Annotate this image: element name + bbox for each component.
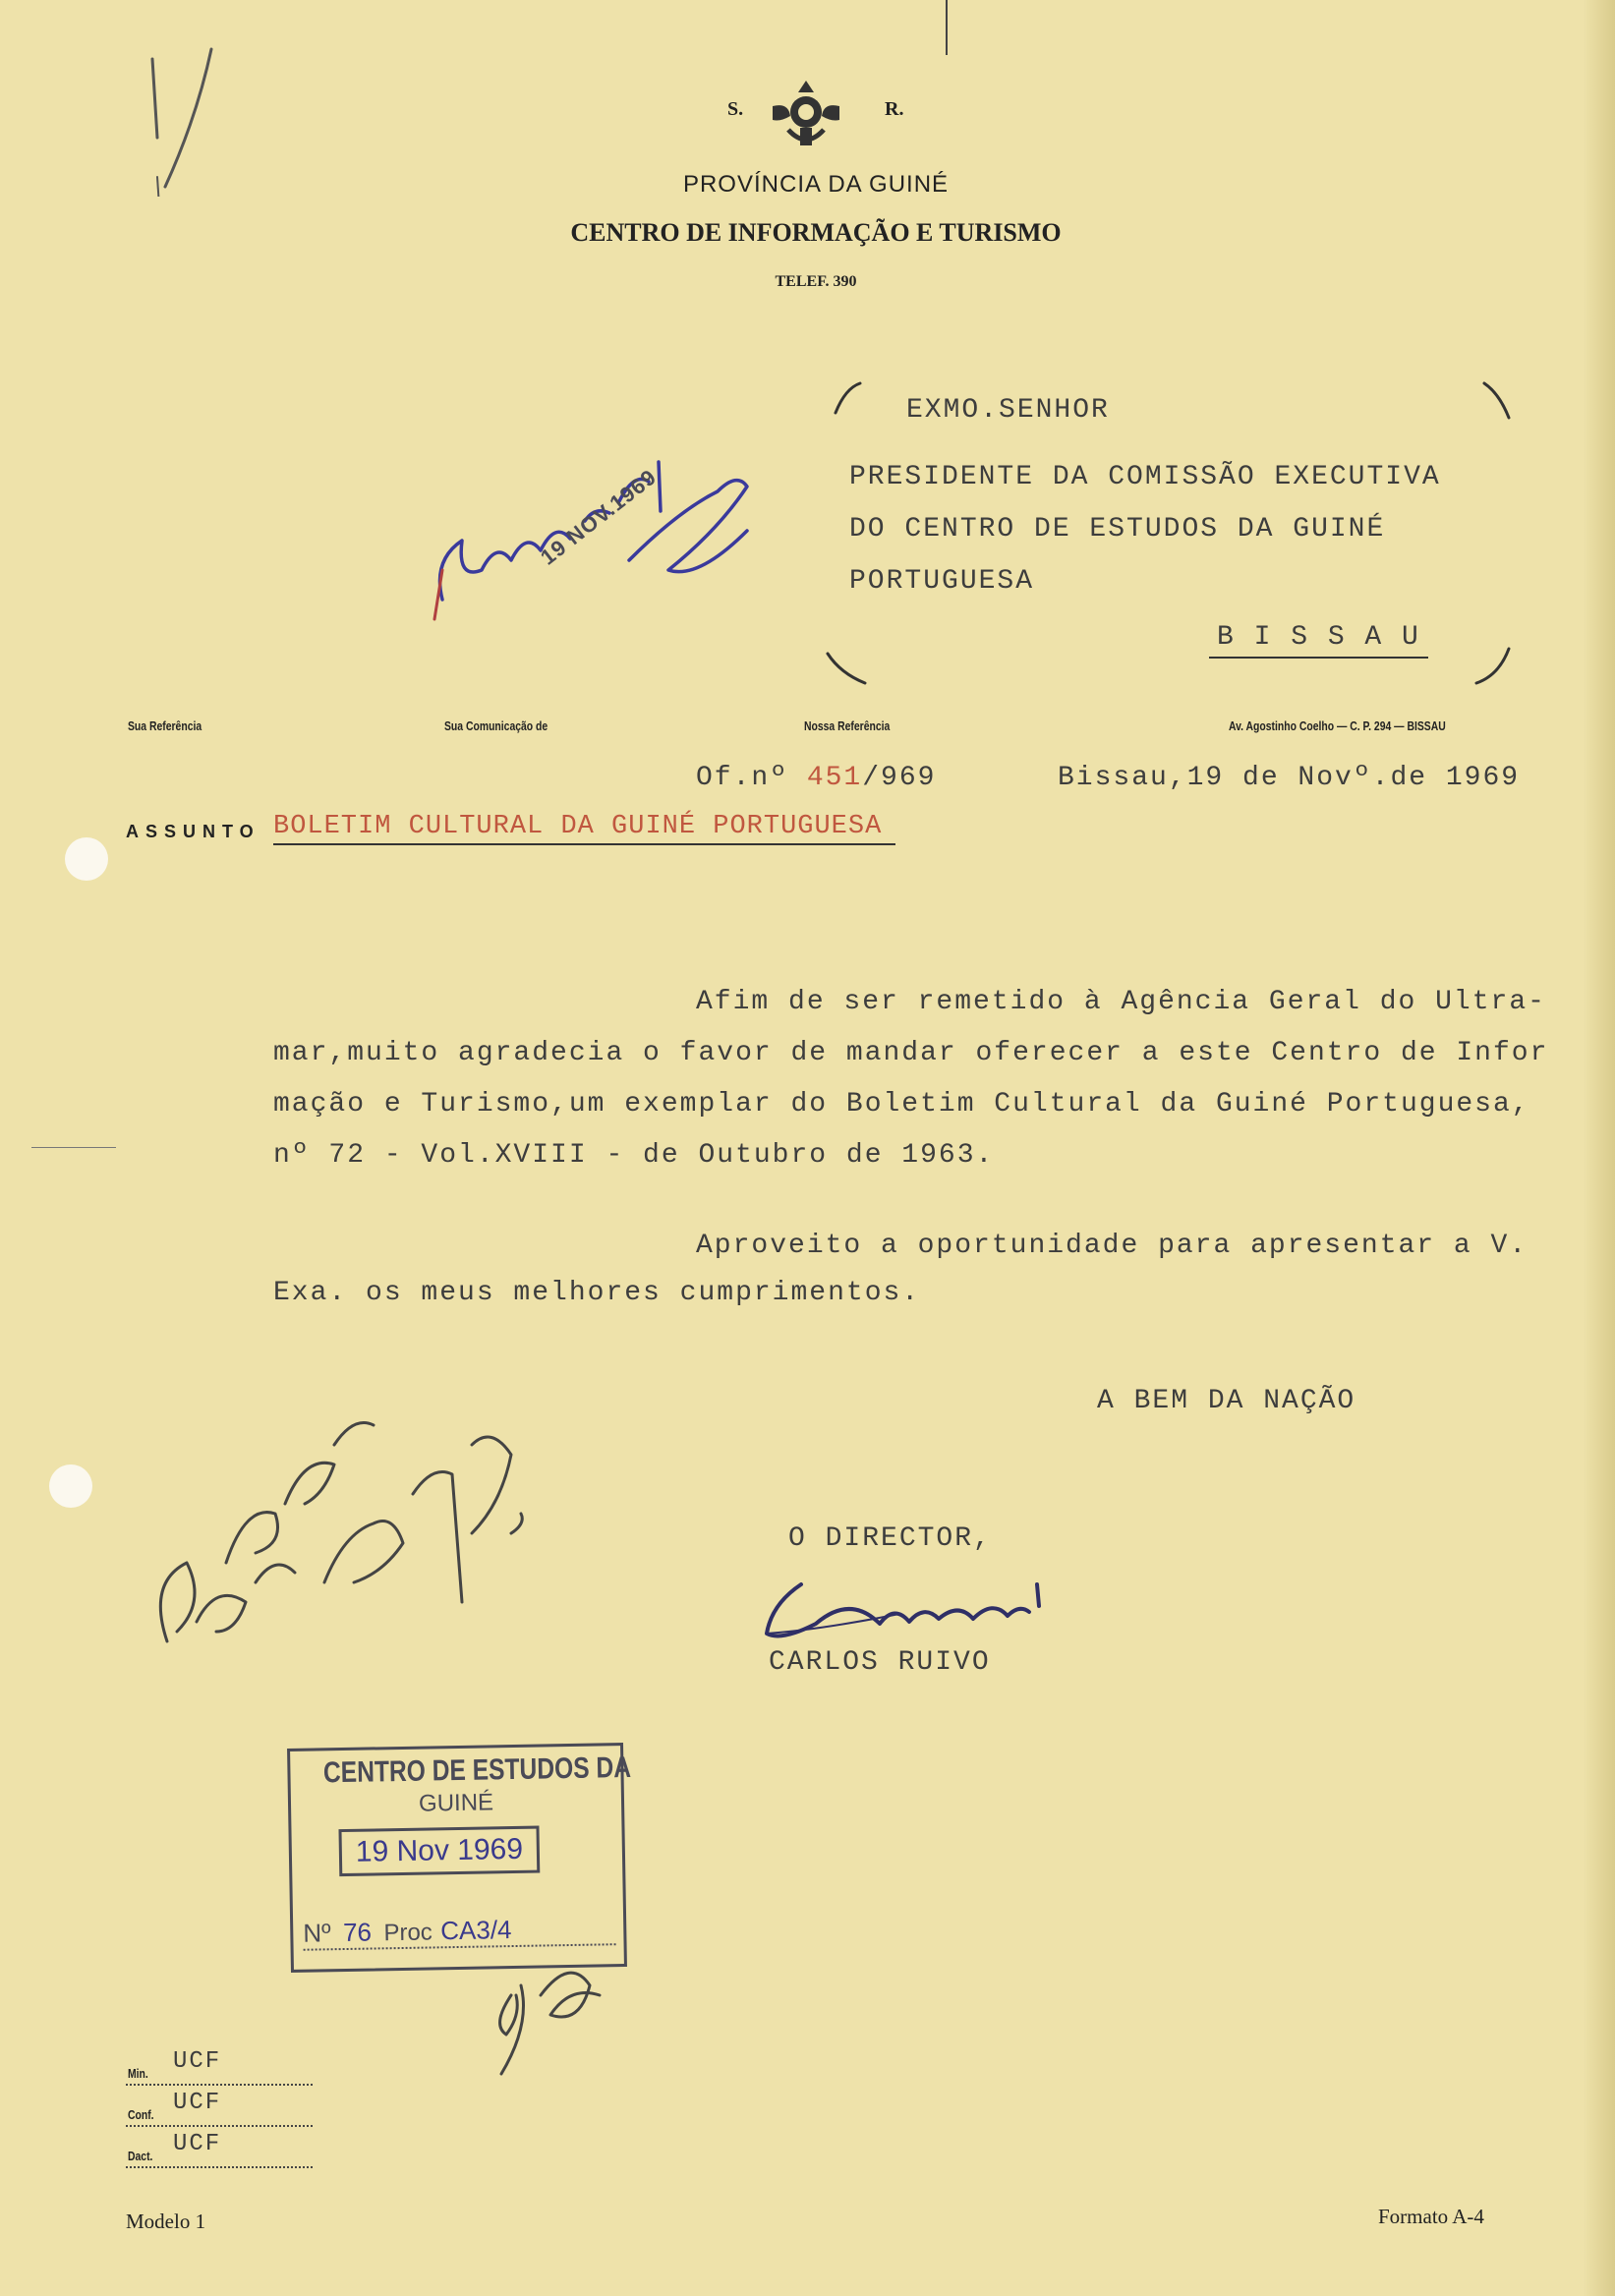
signer-name: CARLOS RUIVO xyxy=(769,1647,991,1678)
stamp-institution: CENTRO DE ESTUDOS DA xyxy=(322,1751,632,1790)
body-line: mar,muito agradecia o favor de mandar oferecer a este Centro de Infor xyxy=(273,1038,1549,1068)
footer-format: Formato A-4 xyxy=(1378,2205,1484,2228)
footer-field-value: UCF xyxy=(173,2090,222,2116)
stamp-number-row xyxy=(303,1913,616,1951)
office-reference xyxy=(696,763,936,793)
label-nossa-referencia: Nossa Referência xyxy=(804,718,891,733)
addressee-line-2: PRESIDENTE DA COMISSÃO EXECUTIVA xyxy=(849,462,1441,492)
header-letter-s: S. xyxy=(727,98,744,120)
body-line: mação e Turismo,um exemplar do Boletim Cultural da Guiné Portuguesa, xyxy=(273,1089,1530,1119)
body-line: Afim de ser remetido à Agência Geral do Ultra- xyxy=(696,987,1546,1017)
subject-text: BOLETIM CULTURAL DA GUINÉ PORTUGUESA xyxy=(273,812,895,845)
body-line: Exa. os meus melhores cumprimentos. xyxy=(273,1278,921,1308)
office-prefix: Of.nº xyxy=(696,763,789,793)
institution-name: CENTRO DE INFORMAÇÃO E TURISMO xyxy=(570,218,1062,247)
footer-field-value: UCF xyxy=(173,2131,222,2157)
footer-field-dact xyxy=(126,2127,313,2168)
label-sua-comunicacao: Sua Comunicação de xyxy=(444,718,548,733)
received-date-stamp: 19 NOV.1969 xyxy=(536,464,662,570)
addressee-city: B I S S A U xyxy=(1209,622,1428,659)
footer-field-conf xyxy=(126,2086,313,2127)
office-number: 451 xyxy=(806,763,863,793)
label-sua-referencia: Sua Referência xyxy=(128,718,202,733)
stamp-number-value: 76 xyxy=(342,1917,373,1948)
addressee-block xyxy=(816,378,1524,693)
stamp-number-label: Nº xyxy=(303,1918,331,1948)
left-margin-mark xyxy=(31,1147,116,1148)
stamp-institution-line-2: GUINÉ xyxy=(418,1789,494,1817)
body-line: nº 72 - Vol.XVIII - de Outubro de 1963. xyxy=(273,1140,995,1171)
footer-field-value: UCF xyxy=(173,2048,222,2075)
addressee-line-4: PORTUGUESA xyxy=(849,566,1035,597)
stamp-date: 19 Nov 1969 xyxy=(338,1826,540,1877)
handwritten-archive-note xyxy=(138,1386,550,1671)
check-mark xyxy=(138,39,226,197)
signer-title: O DIRECTOR, xyxy=(788,1523,992,1554)
date-line: Bissau,19 de Novº.de 1969 xyxy=(1058,763,1521,793)
footer-field-label: Conf. xyxy=(128,2107,154,2122)
header-letter-r: R. xyxy=(885,98,904,120)
letterhead xyxy=(570,77,1062,303)
closing-formula: A BEM DA NAÇÃO xyxy=(1097,1386,1356,1416)
footer-field-label: Min. xyxy=(128,2066,148,2081)
body-line: Aproveito a oportunidade para apresentar a V. xyxy=(696,1231,1528,1261)
punch-hole-bottom xyxy=(49,1464,92,1508)
coat-of-arms-icon xyxy=(769,77,843,151)
footer-model: Modelo 1 xyxy=(126,2210,206,2233)
stamp-proc-label: Proc xyxy=(383,1919,433,1947)
punch-hole-top xyxy=(65,837,108,881)
handwritten-forwarding-note xyxy=(423,452,777,649)
province-name: PROVÍNCIA DA GUINÉ xyxy=(682,171,950,198)
office-suffix: /969 xyxy=(862,763,937,793)
director-signature xyxy=(762,1565,1096,1653)
stamp-handwritten-initials xyxy=(482,1946,629,2084)
sender-address: Av. Agostinho Coelho — C. P. 294 — BISSAU xyxy=(1229,718,1446,733)
footer-field-min xyxy=(126,2044,313,2086)
subject-label: ASSUNTO xyxy=(126,822,260,841)
footer-field-label: Dact. xyxy=(128,2149,153,2163)
telephone: TELEF. 390 xyxy=(775,273,857,290)
addressee-line-3: DO CENTRO DE ESTUDOS DA GUINÉ xyxy=(849,514,1386,545)
stamp-proc-value: CA3/4 xyxy=(439,1915,512,1946)
archive-stamp xyxy=(287,1743,632,1973)
top-fold-mark xyxy=(946,0,948,55)
addressee-salutation: EXMO.SENHOR xyxy=(906,395,1110,426)
right-edge-shade xyxy=(1583,0,1615,2296)
